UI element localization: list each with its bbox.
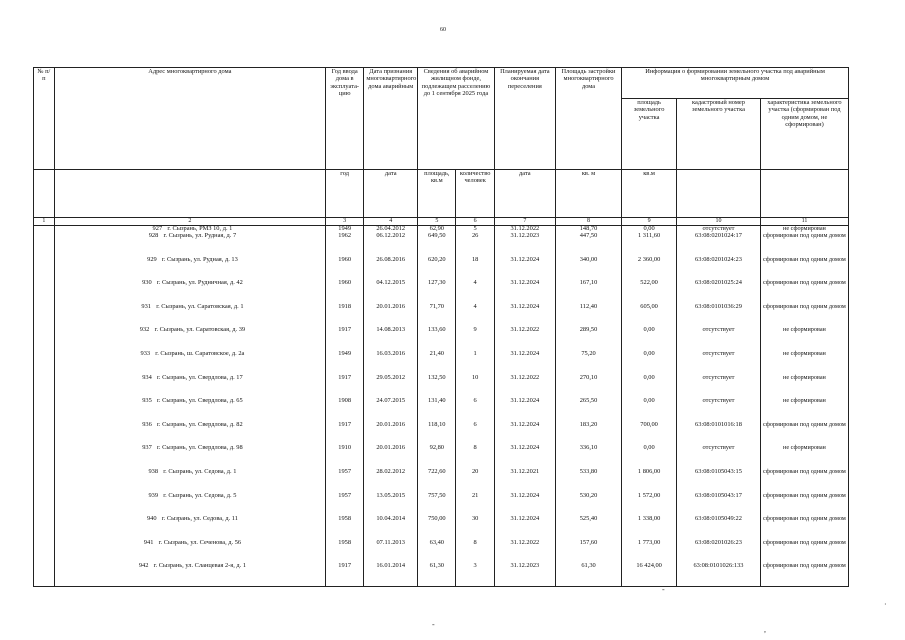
- cell-building-area: 265,50: [555, 397, 621, 421]
- unit-cell-num: [34, 170, 55, 218]
- cell-cadastral: отсутствует: [677, 326, 761, 350]
- cell-year: 1917: [326, 421, 364, 445]
- unit-date-2: дата: [494, 170, 555, 218]
- cell-building-area: 270,10: [555, 374, 621, 398]
- cell-blank: [34, 397, 55, 421]
- address-text: г. Сызрань, ул. Рудная, д. 7: [163, 232, 237, 239]
- cell-blank: [34, 562, 55, 586]
- cell-land-area: 1 572,00: [622, 492, 677, 516]
- unit-people: количество человек: [456, 170, 494, 218]
- cell-people: 5: [456, 226, 494, 233]
- cell-blank: [34, 444, 55, 468]
- cell-address: [54, 350, 325, 374]
- address-text: г. Сызрань, ул. Свердлова, д. 17: [157, 373, 243, 381]
- cell-land-area: 605,00: [622, 303, 677, 327]
- table-row: [34, 562, 849, 586]
- cell-blank: [34, 515, 55, 539]
- row-number: 929: [147, 255, 157, 263]
- address-text: г. Сызрань, ул. Свердлова, д. 65: [157, 397, 243, 405]
- cell-date: 13.05.2015: [364, 492, 418, 516]
- cell-date: 29.05.2012: [364, 374, 418, 398]
- header-address: Адрес многоквартирного дома: [54, 68, 325, 170]
- scan-mark: -: [662, 585, 665, 594]
- unit-date: дата: [364, 170, 418, 218]
- cell-address: [54, 562, 325, 586]
- cell-blank: [34, 468, 55, 492]
- cell-building-area: 112,40: [555, 303, 621, 327]
- address-text: г. Сызрань, ул. Рудная, д. 13: [161, 255, 238, 263]
- cell-end-date: 31.12.2024: [494, 492, 555, 516]
- header-cadastral: кадастровый номер земельного участка: [677, 99, 761, 170]
- header-num: № п/п: [34, 68, 55, 170]
- row-number: 938: [148, 467, 159, 475]
- cell-area: 21,40: [418, 350, 456, 374]
- cell-cadastral: 63:08:0105043:15: [677, 468, 761, 492]
- cell-cadastral: отсутствует: [677, 350, 761, 374]
- cell-status: не сформирован: [760, 374, 848, 398]
- row-number: 933: [140, 349, 151, 357]
- cell-people: 10: [456, 374, 494, 398]
- cell-people: 4: [456, 303, 494, 327]
- cell-building-area: 447,50: [555, 232, 621, 256]
- row-number: 934: [142, 373, 152, 381]
- header-land-area: площадь земельного участка: [622, 99, 677, 170]
- cell-date: 20.01.2016: [364, 421, 418, 445]
- cell-building-area: 183,20: [555, 421, 621, 445]
- row-number: 935: [142, 397, 152, 405]
- table-row: [34, 374, 849, 398]
- unit-cell-cadastral: [677, 170, 761, 218]
- cell-cadastral: отсутствует: [677, 397, 761, 421]
- cell-building-area: 525,40: [555, 515, 621, 539]
- cell-address: [54, 421, 325, 445]
- cell-building-area: 289,50: [555, 326, 621, 350]
- table-row: [34, 397, 849, 421]
- cell-area: 757,50: [418, 492, 456, 516]
- cell-land-area: 0,00: [622, 374, 677, 398]
- cell-cadastral: 63:08:0201026:23: [677, 539, 761, 563]
- header-planned-end: Планируемая дата окончания переселения: [494, 68, 555, 170]
- cell-status: не сформирован: [760, 350, 848, 374]
- cell-cadastral: 63:08:0201024:23: [677, 256, 761, 280]
- unit-area: площадь, кв.м: [418, 170, 456, 218]
- cell-building-area: 340,00: [555, 256, 621, 280]
- table-row: [34, 444, 849, 468]
- cell-year: 1918: [326, 303, 364, 327]
- row-number: 937: [142, 444, 152, 452]
- scan-mark: -: [432, 620, 435, 629]
- cell-people: 1: [456, 350, 494, 374]
- table-row: [34, 515, 849, 539]
- cell-building-area: 533,80: [555, 468, 621, 492]
- cell-date: 26.08.2016: [364, 256, 418, 280]
- cell-end-date: 31.12.2024: [494, 515, 555, 539]
- cell-cadastral: 63:08:0101016:18: [677, 421, 761, 445]
- row-number: 936: [142, 420, 152, 428]
- table-row: [34, 279, 849, 303]
- cell-year: 1958: [326, 539, 364, 563]
- housing-register-table: [33, 67, 849, 587]
- cell-year: 1917: [326, 326, 364, 350]
- cell-blank: [34, 350, 55, 374]
- cell-end-date: 31.12.2024: [494, 303, 555, 327]
- cell-people: 26: [456, 232, 494, 256]
- row-number: 942: [138, 562, 149, 570]
- address-text: г. Сызрань, ул. Саратовская, д. 1: [156, 302, 244, 310]
- cell-year: 1949: [326, 350, 364, 374]
- cell-address: [54, 279, 325, 303]
- cell-people: 3: [456, 562, 494, 586]
- cell-address: [54, 326, 325, 350]
- col-number: 8: [555, 218, 621, 226]
- row-number: 928: [148, 232, 159, 239]
- cell-land-area: 0,00: [622, 397, 677, 421]
- cell-end-date: 31.12.2024: [494, 444, 555, 468]
- cell-people: 8: [456, 444, 494, 468]
- col-number: 4: [364, 218, 418, 226]
- cell-end-date: 31.12.2024: [494, 279, 555, 303]
- cell-date: 26.04.2012: [364, 226, 418, 233]
- cell-status: не сформирован: [760, 397, 848, 421]
- cell-end-date: 31.12.2024: [494, 350, 555, 374]
- cell-address: [54, 539, 325, 563]
- cell-area: 133,60: [418, 326, 456, 350]
- cell-end-date: 31.12.2022: [494, 539, 555, 563]
- address-text: г. Сызрань, ул. Сеченова, д. 56: [158, 538, 242, 546]
- cell-area: 131,40: [418, 397, 456, 421]
- unit-cell-characteristic: [760, 170, 848, 218]
- page-number: 60: [440, 27, 446, 33]
- address-text: г. Сызрань, ул. Седова, д. 11: [161, 515, 238, 523]
- cell-land-area: 0,00: [622, 444, 677, 468]
- cell-cadastral: 63:08:0105043:17: [677, 492, 761, 516]
- address-text: г. Сызрань, ул. Седова, д. 5: [163, 491, 237, 499]
- cell-people: 18: [456, 256, 494, 280]
- cell-people: 30: [456, 515, 494, 539]
- cell-year: 1960: [326, 256, 364, 280]
- cell-end-date: 31.12.2023: [494, 232, 555, 256]
- cell-status: не сформирован: [760, 326, 848, 350]
- cell-land-area: 1 806,00: [622, 468, 677, 492]
- cell-people: 4: [456, 279, 494, 303]
- cell-people: 6: [456, 421, 494, 445]
- cell-status: сформирован под одним домом: [760, 279, 848, 303]
- address-text: г. Сызрань, ул. Сланцевая 2-я, д. 1: [153, 562, 247, 570]
- header-housing-info: Сведения об аварийном жилищном фонде, подлежащем расселению до 1 сентября 2025 года: [418, 68, 495, 170]
- address-text: г. Сызрань, ул. Свердлова, д. 82: [157, 420, 243, 428]
- header-characteristic: характеристика земельного участка (сформирован под одним домом, не сформирован): [760, 99, 848, 170]
- address-text: г. Сызрань, ул. Свердлова, д. 98: [157, 444, 243, 452]
- address-text: г. Сызрань, ш. Саратовское, д. 2а: [155, 349, 245, 357]
- cell-status: сформирован под одним домом: [760, 562, 848, 586]
- cell-end-date: 31.12.2021: [494, 468, 555, 492]
- col-number: 5: [418, 218, 456, 226]
- cell-cadastral: 63:08:0201024:17: [677, 232, 761, 256]
- cell-status: сформирован под одним домом: [760, 421, 848, 445]
- cell-building-area: 75,20: [555, 350, 621, 374]
- cell-land-area: 0,00: [622, 226, 677, 233]
- cell-date: 20.01.2016: [364, 303, 418, 327]
- table-row: [34, 326, 849, 350]
- cell-area: 92,80: [418, 444, 456, 468]
- cell-land-area: 0,00: [622, 326, 677, 350]
- table-row: [34, 232, 849, 256]
- cell-status: сформирован под одним домом: [760, 492, 848, 516]
- cell-end-date: 31.12.2023: [494, 562, 555, 586]
- scan-mark: ,: [764, 625, 766, 634]
- col-number: 10: [677, 218, 761, 226]
- cell-blank: [34, 374, 55, 398]
- address-text: г. Сызрань, ул. Седова, д. 1: [163, 467, 237, 475]
- cell-building-area: 167,10: [555, 279, 621, 303]
- unit-sqm-2: кв.м: [622, 170, 677, 218]
- col-number: 7: [494, 218, 555, 226]
- cell-status: сформирован под одним домом: [760, 256, 848, 280]
- table-row: [34, 421, 849, 445]
- cell-date: 10.04.2014: [364, 515, 418, 539]
- cell-area: 722,60: [418, 468, 456, 492]
- cell-year: 1960: [326, 279, 364, 303]
- col-number: 6: [456, 218, 494, 226]
- cell-land-area: 2 360,00: [622, 256, 677, 280]
- address-text: г. Сызрань, ул. Рудничная, д. 42: [156, 279, 243, 287]
- cell-cadastral: отсутствует: [677, 226, 761, 233]
- cell-land-area: 700,00: [622, 421, 677, 445]
- cell-blank: [34, 279, 55, 303]
- cell-cadastral: отсутствует: [677, 444, 761, 468]
- cell-people: 9: [456, 326, 494, 350]
- cell-year: 1910: [326, 444, 364, 468]
- cell-blank: [34, 326, 55, 350]
- cell-address: [54, 256, 325, 280]
- cell-address: [54, 468, 325, 492]
- cell-year: 1917: [326, 374, 364, 398]
- cell-people: 20: [456, 468, 494, 492]
- row-number: 931: [141, 302, 151, 310]
- cell-year: 1958: [326, 515, 364, 539]
- row-number: 930: [142, 279, 152, 287]
- header-year-built: Год ввода дома в эксплуата-цию: [326, 68, 364, 170]
- header-building-area: Площадь застройки многоквартирного дома: [555, 68, 621, 170]
- cell-address: [54, 303, 325, 327]
- cell-blank: [34, 256, 55, 280]
- cell-status: сформирован под одним домом: [760, 468, 848, 492]
- cell-blank: [34, 421, 55, 445]
- cell-date: 16.03.2016: [364, 350, 418, 374]
- row-number: 932: [139, 326, 150, 334]
- cell-cadastral: 63:08:0101036:29: [677, 303, 761, 327]
- table-row: [34, 468, 849, 492]
- cell-building-area: 530,20: [555, 492, 621, 516]
- cell-cadastral: отсутствует: [677, 374, 761, 398]
- unit-cell-address: [54, 170, 325, 218]
- cell-year: 1957: [326, 492, 364, 516]
- cell-status: сформирован под одним домом: [760, 539, 848, 563]
- table-row: [34, 256, 849, 280]
- cell-area: 63,40: [418, 539, 456, 563]
- col-number: 11: [760, 218, 848, 226]
- cell-end-date: 31.12.2022: [494, 374, 555, 398]
- cell-date: 28.02.2012: [364, 468, 418, 492]
- cell-area: 118,10: [418, 421, 456, 445]
- cell-cadastral: 63:08:0105049:22: [677, 515, 761, 539]
- cell-blank: [34, 492, 55, 516]
- cell-status: не сформирован: [760, 444, 848, 468]
- cell-address: [54, 492, 325, 516]
- cell-land-area: 522,00: [622, 279, 677, 303]
- cell-address: [54, 374, 325, 398]
- cell-status: сформирован под одним домом: [760, 303, 848, 327]
- col-number: 1: [34, 218, 55, 226]
- row-number: 927: [152, 225, 163, 232]
- address-text: г. Сызрань, ул. Саратовская, д. 39: [154, 326, 246, 334]
- cell-land-area: 16 424,00: [622, 562, 677, 586]
- table-body: [34, 226, 849, 587]
- cell-area: 750,00: [418, 515, 456, 539]
- col-number: 3: [326, 218, 364, 226]
- cell-date: 20.01.2016: [364, 444, 418, 468]
- cell-cadastral: 63:08:0201025:24: [677, 279, 761, 303]
- cell-land-area: 0,00: [622, 350, 677, 374]
- scan-mark: ·: [884, 600, 887, 609]
- cell-address: [54, 232, 325, 256]
- cell-people: 21: [456, 492, 494, 516]
- cell-area: 132,50: [418, 374, 456, 398]
- cell-end-date: 31.12.2022: [494, 326, 555, 350]
- cell-date: 07.11.2013: [364, 539, 418, 563]
- cell-blank: [34, 303, 55, 327]
- cell-end-date: 31.12.2024: [494, 421, 555, 445]
- cell-people: 6: [456, 397, 494, 421]
- unit-sqm: кв. м: [555, 170, 621, 218]
- table-row: [34, 492, 849, 516]
- cell-land-area: 1 311,60: [622, 232, 677, 256]
- table-row: [34, 303, 849, 327]
- cell-year: 1949: [326, 226, 364, 233]
- cell-year: 1908: [326, 397, 364, 421]
- table-row: [34, 350, 849, 374]
- header-emergency-date: Дата признания многоквартирного дома аварийным: [364, 68, 418, 170]
- col-number: 2: [54, 218, 325, 226]
- cell-end-date: 31.12.2024: [494, 397, 555, 421]
- cell-address: [54, 444, 325, 468]
- unit-year: год: [326, 170, 364, 218]
- cell-building-area: 336,10: [555, 444, 621, 468]
- table-row: [34, 539, 849, 563]
- row-number: 939: [148, 491, 159, 499]
- cell-building-area: 61,30: [555, 562, 621, 586]
- col-number: 9: [622, 218, 677, 226]
- cell-people: 8: [456, 539, 494, 563]
- cell-date: 04.12.2015: [364, 279, 418, 303]
- cell-year: 1962: [326, 232, 364, 256]
- cell-end-date: 31.12.2024: [494, 256, 555, 280]
- header-land-info: Информация о формировании земельного участка под аварийным многоквартирным домом: [622, 68, 849, 99]
- cell-area: 61,30: [418, 562, 456, 586]
- cell-date: 24.07.2015: [364, 397, 418, 421]
- cell-building-area: 157,60: [555, 539, 621, 563]
- cell-area: 62,90: [418, 226, 456, 233]
- cell-date: 06.12.2012: [364, 232, 418, 256]
- address-text: г. Сызрань, РМЗ 10, д. 1: [167, 225, 233, 232]
- cell-status: сформирован под одним домом: [760, 232, 848, 256]
- cell-end-date: 31.12.2022: [494, 226, 555, 233]
- cell-blank: [34, 539, 55, 563]
- cell-address: [54, 397, 325, 421]
- cell-date: 14.08.2013: [364, 326, 418, 350]
- cell-status: не сформирован: [760, 226, 848, 233]
- cell-status: сформирован под одним домом: [760, 515, 848, 539]
- cell-land-area: 1 338,00: [622, 515, 677, 539]
- cell-building-area: 148,70: [555, 226, 621, 233]
- cell-year: 1917: [326, 562, 364, 586]
- cell-area: 71,70: [418, 303, 456, 327]
- row-number: 940: [146, 515, 157, 523]
- cell-blank: [34, 232, 55, 256]
- cell-land-area: 1 773,00: [622, 539, 677, 563]
- cell-address: [54, 515, 325, 539]
- row-number: 941: [143, 538, 154, 546]
- cell-area: 127,30: [418, 279, 456, 303]
- cell-area: 649,50: [418, 232, 456, 256]
- cell-area: 620,20: [418, 256, 456, 280]
- cell-cadastral: 63:08:0101026:133: [677, 562, 761, 586]
- cell-year: 1957: [326, 468, 364, 492]
- cell-date: 16.01.2014: [364, 562, 418, 586]
